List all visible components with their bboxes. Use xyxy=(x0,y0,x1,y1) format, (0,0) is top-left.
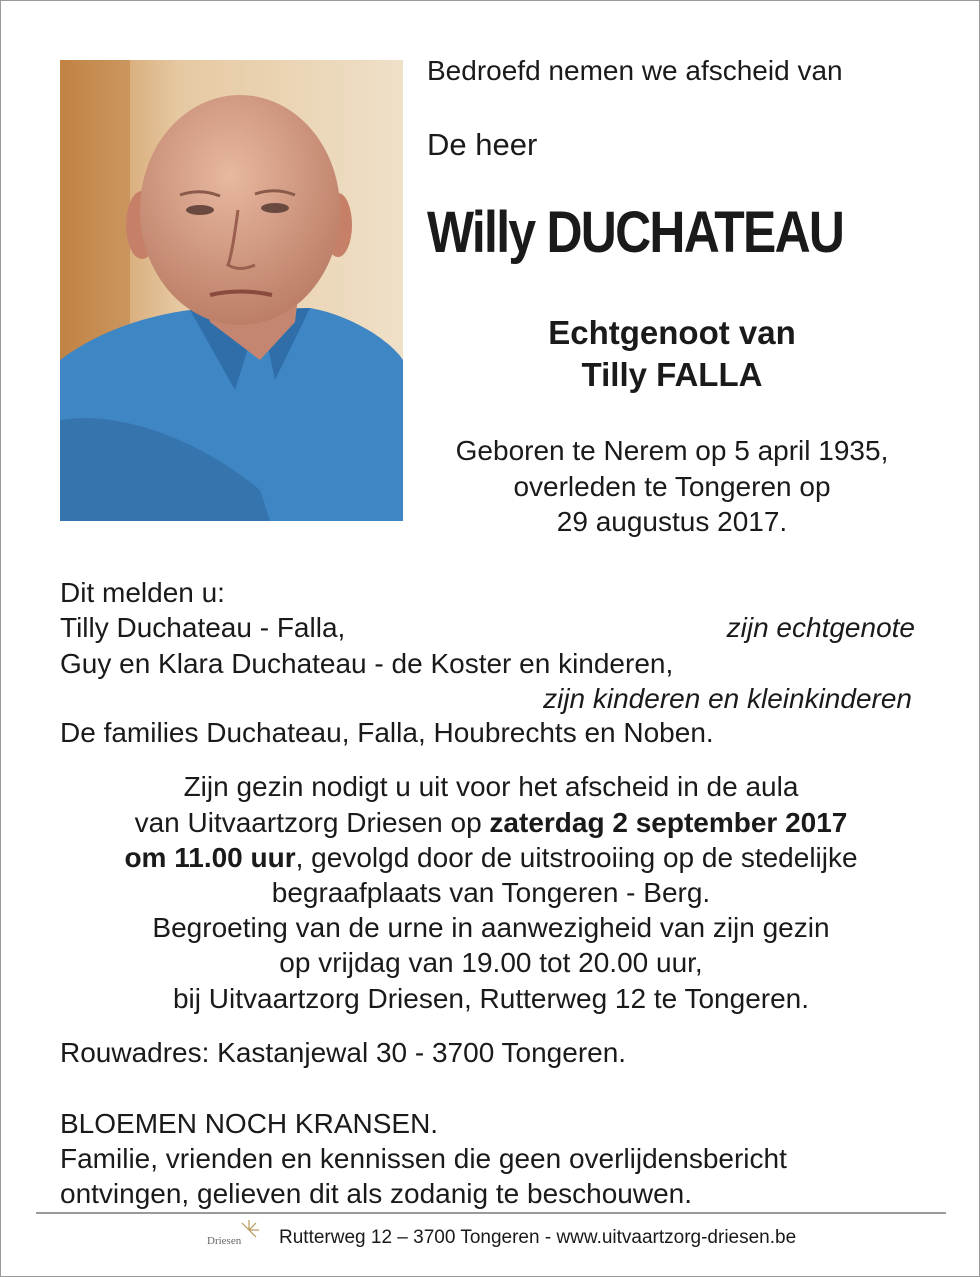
family-member-name: Tilly Duchateau - Falla, xyxy=(60,612,346,643)
deceased-name: Willy DUCHATEAU xyxy=(427,200,844,265)
salutation: De heer xyxy=(427,127,538,162)
family-member-role: zijn kinderen en kleinkinderen xyxy=(543,683,912,714)
flowers-heading: BLOEMEN NOCH KRANSEN. xyxy=(60,1108,439,1139)
portrait-photo xyxy=(60,60,403,521)
ceremony-line: begraafplaats van Tongeren - Berg. xyxy=(271,877,711,908)
ceremony-line: om 11.00 uur, gevolgd door de uitstrooiing op de stedelijke xyxy=(124,842,858,873)
ceremony-date: zaterdag 2 september 2017 xyxy=(489,807,848,838)
death-date: 29 augustus 2017. xyxy=(556,506,788,537)
ceremony-line: bij Uitvaartzorg Driesen, Rutterweg 12 te Tongeren. xyxy=(172,983,810,1014)
ceremony-line: Begroeting van de urne in aanwezigheid van zijn gezin xyxy=(152,912,830,943)
family-member-role: zijn echtgenote xyxy=(726,612,915,643)
funeral-home-logo xyxy=(205,1218,261,1256)
flowers-line: ontvingen, gelieven dit als zodanig te beschouwen. xyxy=(60,1178,692,1209)
svg-text:Driesen: Driesen xyxy=(207,1235,242,1247)
families-line: De families Duchateau, Falla, Houbrechts en Noben. xyxy=(60,717,714,748)
mourning-address: Rouwadres: Kastanjewal 30 - 3700 Tongeren. xyxy=(60,1037,627,1068)
family-member-name: Guy en Klara Duchateau - de Koster en kinderen, xyxy=(60,648,674,679)
spouse-name: Tilly FALLA xyxy=(581,356,763,393)
intro-text: Bedroefd nemen we afscheid van xyxy=(427,55,843,86)
ceremony-time: om 11.00 uur xyxy=(124,842,296,873)
ceremony-line: Zijn gezin nodigt u uit voor het afscheid in de aula xyxy=(183,771,799,802)
footer-divider xyxy=(36,1212,946,1214)
flowers-line: Familie, vrienden en kennissen die geen overlijdensbericht xyxy=(60,1143,787,1174)
ceremony-line: op vrijdag van 19.00 tot 20.00 uur, xyxy=(279,947,703,978)
death-line: overleden te Tongeren op xyxy=(513,471,831,502)
spouse-label: Echtgenoot van xyxy=(548,314,796,351)
ceremony-line: van Uitvaartzorg Driesen op zaterdag 2 september 2017 xyxy=(134,807,848,838)
footer-contact: Rutterweg 12 – 3700 Tongeren - www.uitvaartzorg-driesen.be xyxy=(279,1227,797,1248)
family-heading: Dit melden u: xyxy=(60,577,225,608)
birth-line: Geboren te Nerem op 5 april 1935, xyxy=(455,435,889,466)
